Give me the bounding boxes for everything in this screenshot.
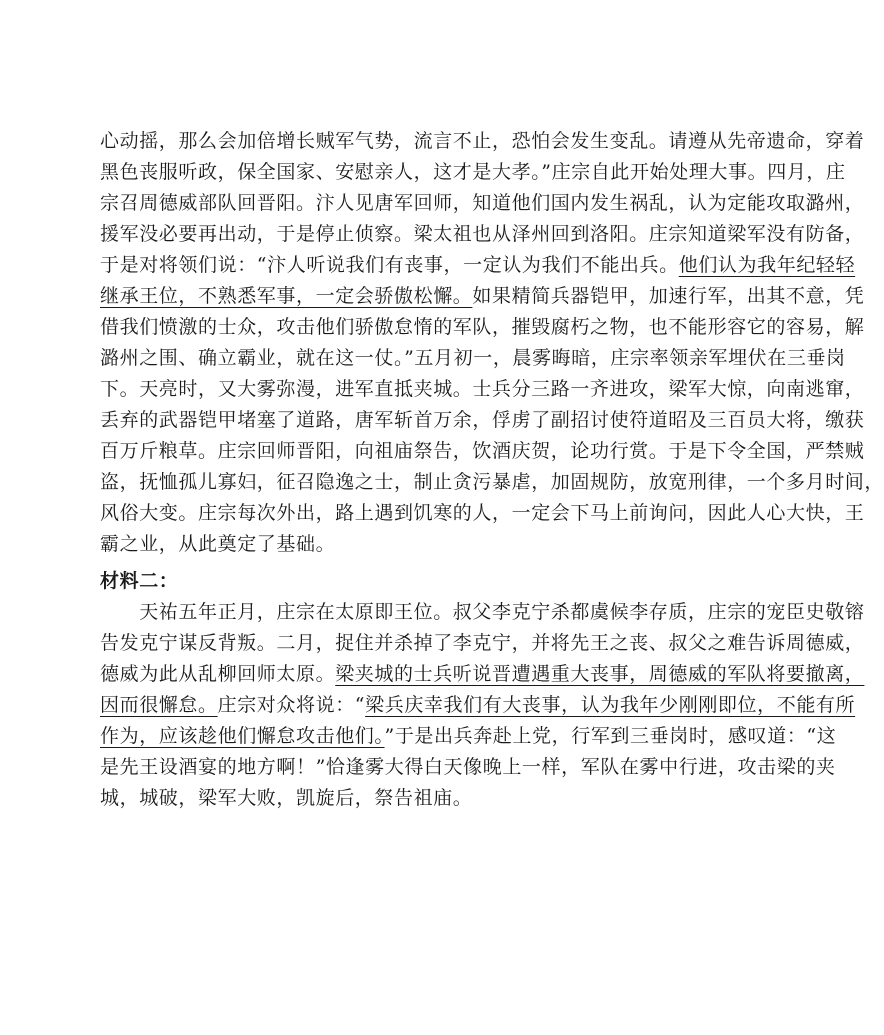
text-line: 百万斤粮草。庄宗回师晋阳，向祖庙祭告，饮酒庆贺，论功行赏。于是下令全国，严禁贼 <box>100 440 865 462</box>
text-line: 借我们愤激的士众，攻击他们骄傲怠惰的军队，摧毁腐朽之物，也不能形容它的容易，解 <box>100 316 865 338</box>
underlined-sentence: 作为，应该趁他们懈怠攻击他们。 <box>100 725 385 747</box>
underlined-sentence: 梁夹城的士兵听说晋遭遇重大丧事，周德威的军队将要撤离， <box>335 663 865 685</box>
material-two-heading: 材料二： <box>100 570 179 592</box>
text-line: 于是对将领们说：“汴人听说我们有丧事，一定认为我们不能出兵。他们认为我年纪轻轻 <box>100 254 856 276</box>
text-line: 因而很懈怠。庄宗对众将说：“梁兵庆幸我们有大丧事，认为我年少刚刚即位，不能有所 <box>100 694 856 716</box>
underlined-sentence: 继承王位，不熟悉军事，一定会骄傲松懈。 <box>100 285 473 307</box>
text-line: 盗，抚恤孤儿寡妇，征召隐逸之士，制止贪污暴虐，加固规防，放宽刑律，一个多月时间， <box>100 471 884 493</box>
text-line: 心动摇，那么会加倍增长贼军气势，流言不止，恐怕会发生变乱。请遵从先帝遗命，穿着 <box>100 130 865 152</box>
material-one-passage <box>100 126 884 560</box>
text-line: 风俗大变。庄宗每次外出，路上遇到饥寒的人，一定会下马上前询问，因此人心大快，王 <box>100 502 865 524</box>
text-line: 霸之业，从此奠定了基础。 <box>100 533 336 555</box>
text-line: 城，城破，梁军大败，凯旋后，祭告祖庙。 <box>100 787 473 809</box>
underlined-sentence: 梁兵庆幸我们有大丧事，认为我年少刚刚即位，不能有所 <box>365 694 856 716</box>
text-line: 潞州之围、确立霸业，就在这一仗。”五月初一，晨雾晦暗，庄宗率领亲军埋伏在三垂岗 <box>100 347 846 369</box>
text-line: 德威为此从乱柳回师太原。梁夹城的士兵听说晋遭遇重大丧事，周德威的军队将要撤离， <box>100 663 865 685</box>
text-line: 黑色丧服听政，保全国家、安慰亲人，这才是大孝。”庄宗自此开始处理大事。四月，庄 <box>100 161 846 183</box>
text-line: 作为，应该趁他们懈怠攻击他们。”于是出兵奔赴上党，行军到三垂岗时，感叹道：“这 <box>100 725 837 747</box>
text-line: 下。天亮时，又大雾弥漫，进军直抵夹城。士兵分三路一齐进攻，梁军大惊，向南逃窜， <box>100 378 865 400</box>
text-line: 宗召周德威部队回晋阳。汴人见唐军回师，知道他们国内发生祸乱，认为定能攻取潞州， <box>100 192 865 214</box>
text-line: 继承王位，不熟悉军事，一定会骄傲松懈。如果精简兵器铠甲，加速行军，出其不意，凭 <box>100 285 865 307</box>
underlined-sentence: 他们认为我年纪轻轻 <box>678 254 856 276</box>
text-line: 援军没必要再出动，于是停止侦察。梁太祖也从泽州回到洛阳。庄宗知道梁军没有防备， <box>100 223 865 245</box>
text-line: 是先王设酒宴的地方啊！”恰逢雾大得白天像晚上一样，军队在雾中行进，攻击梁的夹 <box>100 756 836 778</box>
material-two-passage <box>100 597 865 814</box>
underlined-sentence: 因而很懈怠。 <box>100 694 218 716</box>
text-line: 告发克宁谋反背叛。二月，捉住并杀掉了李克宁，并将先王之丧、叔父之难告诉周德威， <box>100 632 865 654</box>
text-line: 丢弃的武器铠甲堵塞了道路，唐军斩首万余，俘虏了副招讨使符道昭及三百员大将，缴获 <box>100 409 865 431</box>
text-line: 天祐五年正月，庄宗在太原即王位。叔父李克宁杀都虞候李存质，庄宗的宠臣史敬镕 <box>100 601 865 623</box>
